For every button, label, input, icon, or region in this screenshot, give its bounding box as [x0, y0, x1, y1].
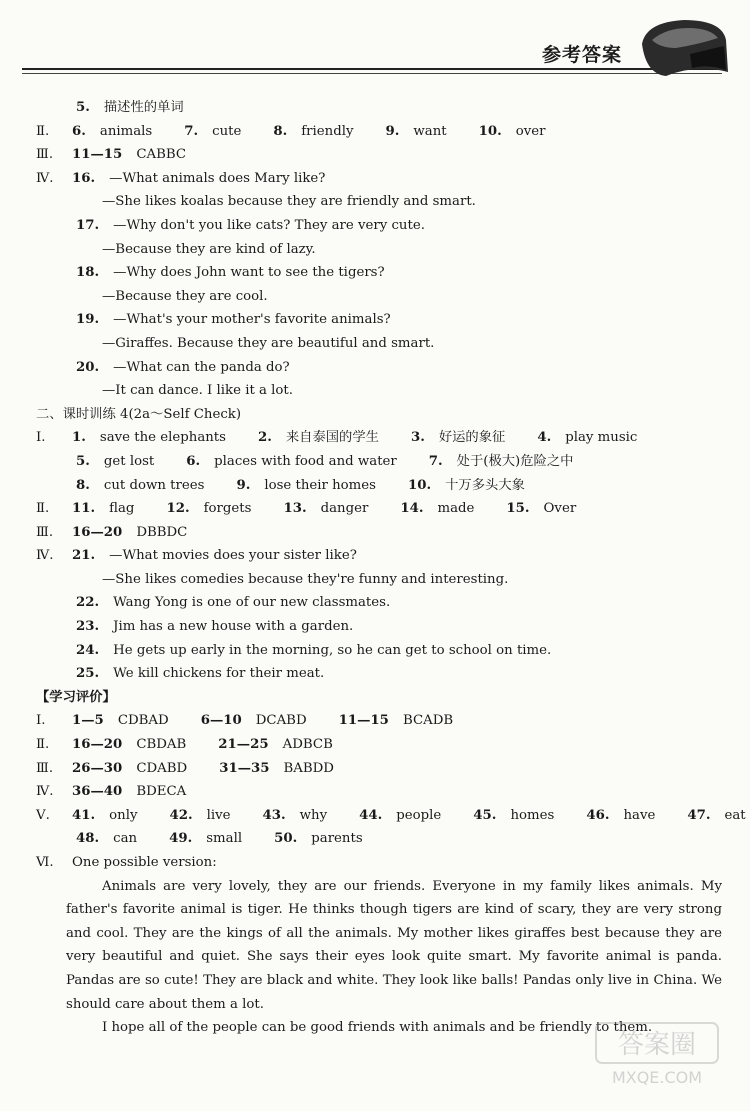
answer-text: —She likes comedies because they're funny and interesting. [102, 571, 509, 587]
answer-line [36, 757, 726, 781]
section-numeral: Ⅰ. [36, 430, 46, 446]
section-numeral: Ⅲ. [36, 524, 54, 540]
answer-text: save the elephants [99, 430, 226, 446]
answer-text: DBBDC [136, 524, 188, 540]
answer-text: danger [320, 501, 369, 517]
answer-line [36, 662, 726, 686]
answer-text: —Why don't you like cats? They are very cute. [113, 217, 425, 233]
answer-text: —What movies does your sister like? [109, 548, 357, 564]
section-numeral: Ⅱ. [36, 501, 50, 517]
question-number: 7. [184, 123, 199, 139]
question-number: 21—25 [218, 737, 269, 753]
question-number: 11. [72, 501, 96, 517]
question-number: 15. [506, 501, 530, 517]
answer-line [36, 709, 726, 733]
answer-line [36, 851, 726, 875]
answer-text: —She likes koalas because they are friendly and smart. [102, 194, 476, 210]
answer-line [36, 827, 726, 851]
question-number: 36—40 [72, 784, 123, 800]
question-number: 13. [283, 501, 307, 517]
question-number: 16. [72, 170, 96, 186]
answer-content [36, 96, 746, 1040]
question-number: 18. [76, 265, 100, 281]
answer-text: have [623, 807, 656, 823]
answer-text: CBDAB [136, 737, 187, 753]
answer-line [36, 261, 726, 285]
question-number: 21. [72, 548, 96, 564]
answer-line [36, 544, 726, 568]
question-number: 16—20 [72, 524, 123, 540]
answer-line [36, 450, 726, 474]
answer-line [36, 733, 726, 757]
section-numeral: Ⅰ. [36, 713, 46, 729]
question-number: 5. [76, 100, 90, 115]
answer-text: CDABD [136, 760, 188, 776]
answer-text: Jim has a new house with a garden. [113, 619, 354, 635]
section-heading: 【学习评价】 [36, 689, 116, 705]
answer-text: people [396, 807, 442, 823]
answer-text: DCABD [255, 713, 307, 729]
question-number: 25. [76, 666, 100, 682]
answer-text: friendly [301, 123, 354, 139]
answer-text: cute [212, 123, 242, 139]
answer-text: One possible version: [72, 855, 217, 870]
answer-text: BCADB [402, 713, 454, 729]
section-numeral: Ⅴ. [36, 807, 50, 823]
answer-text: 二、课时训练 4(2a～Self Check) [36, 406, 242, 422]
section-numeral: Ⅲ. [36, 760, 54, 776]
answer-text: only [109, 807, 138, 823]
answer-text: —What animals does Mary like? [109, 170, 326, 186]
answer-text: —Because they are kind of lazy. [102, 241, 316, 257]
watermark-logo-icon [592, 1019, 722, 1089]
answer-line [36, 120, 726, 144]
answer-line [36, 214, 726, 238]
answer-text: lose their homes [264, 477, 376, 493]
answer-text: 来自泰国的学生 [285, 430, 379, 446]
answer-line [36, 285, 726, 309]
answer-text: ADBCB [282, 737, 333, 753]
question-number: 4. [537, 430, 552, 446]
question-number: 42. [169, 807, 193, 823]
question-number: 24. [76, 642, 100, 658]
answer-line [36, 568, 726, 592]
section-numeral: Ⅱ. [36, 123, 50, 139]
answer-text: —Giraffes. Because they are beautiful and smart. [102, 335, 435, 351]
question-number: 6—10 [200, 713, 242, 729]
section-numeral: Ⅲ. [36, 147, 54, 163]
answer-line [36, 167, 726, 191]
answer-text: —Because they are cool. [102, 288, 268, 304]
question-number: 12. [166, 501, 190, 517]
answer-line [36, 96, 726, 120]
section-numeral: Ⅱ. [36, 737, 50, 753]
question-number: 46. [586, 807, 610, 823]
question-number: 43. [262, 807, 286, 823]
essay-paragraph: I hope all of the people can be good friends with animals and be friendly to them. [102, 1020, 653, 1036]
question-number: 1. [72, 430, 86, 446]
answer-text: small [206, 831, 243, 847]
answer-text: forgets [203, 501, 252, 517]
answer-line [36, 379, 726, 403]
question-number: 41. [72, 807, 96, 823]
answer-line [36, 686, 726, 710]
answer-line [36, 143, 726, 167]
answer-text: parents [311, 831, 363, 847]
answer-text: animals [99, 123, 153, 139]
question-number: 22. [76, 595, 100, 611]
question-number: 23. [76, 619, 100, 635]
answer-text: BABDD [283, 760, 334, 776]
essay-paragraph: Animals are very lovely, they are our friends. Everyone in my family likes animals. My father's favorite animal is tiger. He thinks though tigers are kind of scary, they are very strong and cool. They are the kings of all the animals. My mother likes giraffes best because they are very beautiful and quiet. She says their eyes look quite smart. My favorite animal is panda. Pandas are so cute! They are black and white. They look like balls! Pandas only live in China. We should care about them a lot. [66, 878, 722, 1012]
answer-text: 处于(极大)危险之中 [456, 453, 574, 469]
answer-line [36, 639, 726, 663]
answer-line [36, 356, 726, 380]
answer-text: cut down trees [103, 477, 205, 493]
answer-text: why [299, 807, 328, 823]
answer-line [36, 332, 726, 356]
question-number: 19. [76, 312, 100, 328]
question-number: 14. [400, 501, 424, 517]
section-numeral: Ⅳ. [36, 548, 54, 564]
question-number: 5. [76, 453, 90, 469]
answer-text: over [515, 123, 546, 139]
header-rule [22, 68, 722, 70]
watermark-text: 答案圈 [617, 1030, 697, 1060]
question-number: 8. [273, 123, 288, 139]
answer-text: —What can the panda do? [113, 359, 290, 375]
answer-text: want [413, 123, 447, 139]
answer-text: —Why does John want to see the tigers? [113, 265, 385, 281]
question-number: 47. [687, 807, 711, 823]
watermark-url: MXQE.COM [611, 1068, 703, 1087]
answer-line [36, 190, 726, 214]
question-number: 31—35 [219, 760, 270, 776]
question-number: 20. [76, 359, 100, 375]
section-numeral: Ⅳ. [36, 170, 54, 186]
question-number: 9. [236, 477, 251, 493]
header-rule-thin [22, 73, 722, 74]
question-number: 26—30 [72, 760, 123, 776]
answer-line [36, 474, 726, 498]
question-number: 9. [385, 123, 400, 139]
answer-text: He gets up early in the morning, so he can get to school on time. [113, 642, 552, 658]
answer-text: eat [724, 807, 746, 823]
question-number: 6. [72, 123, 86, 139]
answer-text: BDECA [136, 784, 187, 800]
question-number: 6. [186, 453, 201, 469]
page-header [0, 0, 750, 85]
answer-text: CDBAD [117, 713, 169, 729]
section-numeral: Ⅵ. [36, 855, 54, 870]
question-number: 17. [76, 217, 100, 233]
question-number: 2. [257, 430, 272, 446]
answer-line [36, 403, 726, 427]
answer-text: 十万多头大象 [445, 477, 525, 493]
question-number: 10. [478, 123, 502, 139]
answer-text: 好运的象征 [438, 430, 506, 446]
section-numeral: Ⅳ. [36, 784, 54, 800]
answer-text: —What's your mother's favorite animals? [113, 312, 391, 328]
question-number: 49. [169, 831, 193, 847]
question-number: 11—15 [338, 713, 389, 729]
question-number: 50. [274, 831, 298, 847]
question-number: 11—15 [72, 147, 123, 163]
header-title: 参考答案 [541, 44, 622, 66]
answer-text: 描述性的单词 [103, 100, 184, 115]
answer-line [36, 426, 726, 450]
answer-text: made [437, 501, 475, 517]
answer-text: homes [510, 807, 555, 823]
answer-line [36, 804, 746, 828]
answer-text: Over [543, 501, 577, 517]
question-number: 45. [473, 807, 497, 823]
answer-text: flag [109, 501, 135, 517]
question-number: 7. [428, 453, 443, 469]
answer-text: We kill chickens for their meat. [113, 666, 325, 682]
answer-line [36, 238, 726, 262]
answer-text: live [206, 807, 231, 823]
question-number: 16—20 [72, 737, 123, 753]
question-number: 1—5 [72, 713, 104, 729]
answer-line [36, 591, 726, 615]
question-number: 10. [408, 477, 432, 493]
answer-text: Wang Yong is one of our new classmates. [113, 595, 391, 611]
answer-text: play music [565, 430, 638, 446]
answer-text: —It can dance. I like it a lot. [102, 383, 293, 399]
header-decoration-icon [636, 14, 732, 80]
question-number: 8. [76, 477, 90, 493]
question-number: 3. [410, 430, 425, 446]
answer-line [36, 521, 726, 545]
answer-line [36, 308, 726, 332]
answer-line [36, 615, 726, 639]
answer-text: places with food and water [214, 453, 397, 469]
question-number: 44. [359, 807, 383, 823]
answer-line [36, 780, 726, 804]
answer-text: CABBC [136, 147, 187, 163]
answer-text: can [113, 831, 138, 847]
question-number: 48. [76, 831, 100, 847]
answer-line [36, 497, 726, 521]
answer-text: get lost [103, 453, 155, 469]
